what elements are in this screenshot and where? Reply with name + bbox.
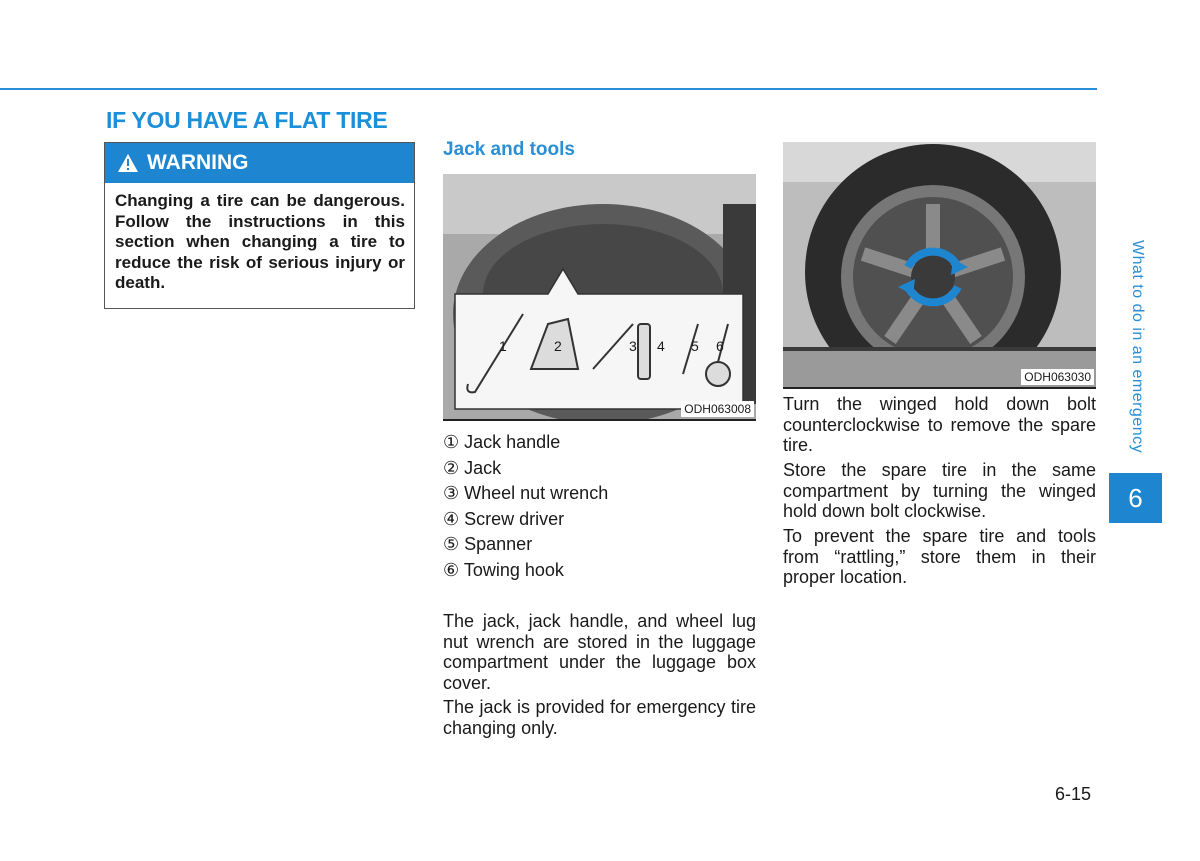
top-rule [0, 88, 1097, 90]
section-title: IF YOU HAVE A FLAT TIRE [106, 107, 388, 133]
list-item: ④ Screw driver [443, 508, 565, 529]
callout-4: 4 [657, 338, 665, 354]
callout-3: 3 [629, 338, 637, 354]
list-item: ③ Wheel nut wrench [443, 483, 609, 504]
jack-tools-heading: Jack and tools [443, 139, 575, 160]
jack-storage-paragraph: The jack, jack handle, and wheel lug nut wrench are stored in the luggage compartment under the luggage box cover. [443, 611, 756, 693]
chapter-title: What to do in an emergency [1129, 240, 1146, 454]
list-item: ① Jack handle [443, 432, 561, 452]
warning-triangle-icon [117, 153, 139, 173]
list-item: ⑥ Towing hook [443, 559, 564, 580]
warning-text: Changing a tire can be dangerous. Follow the instructions in this section when changing a tire to reduce the risk of serious injury or death. [115, 191, 405, 292]
spare-tire-photo [783, 142, 1096, 389]
list-item: ② Jack [443, 457, 502, 478]
warning-box [104, 142, 415, 309]
tool-list [443, 430, 608, 584]
warning-title: WARNING [147, 151, 249, 174]
page-number: 6-15 [1055, 784, 1092, 804]
spare-image-code: ODH063030 [1021, 369, 1094, 385]
chapter-number-tab: 6 [1109, 473, 1162, 523]
callout-2: 2 [554, 338, 562, 354]
store-spare-paragraph: Store the spare tire in the same compartment by turning the winged hold down bolt clockwise. [783, 460, 1096, 521]
jack-emergency-paragraph: The jack is provided for emergency tire changing only. [443, 697, 756, 738]
jack-tools-photo [443, 174, 756, 421]
callout-1: 1 [499, 338, 507, 354]
callout-6: 6 [716, 338, 724, 354]
remove-spare-paragraph: Turn the winged hold down bolt counterclockwise to remove the spare tire. [783, 394, 1096, 455]
jack-image-code: ODH063008 [681, 401, 754, 417]
callout-5: 5 [691, 338, 699, 354]
warning-header [105, 143, 414, 183]
list-item: ⑤ Spanner [443, 534, 533, 555]
prevent-rattling-paragraph: To prevent the spare tire and tools from “rattling,” store them in their proper location. [783, 526, 1096, 587]
